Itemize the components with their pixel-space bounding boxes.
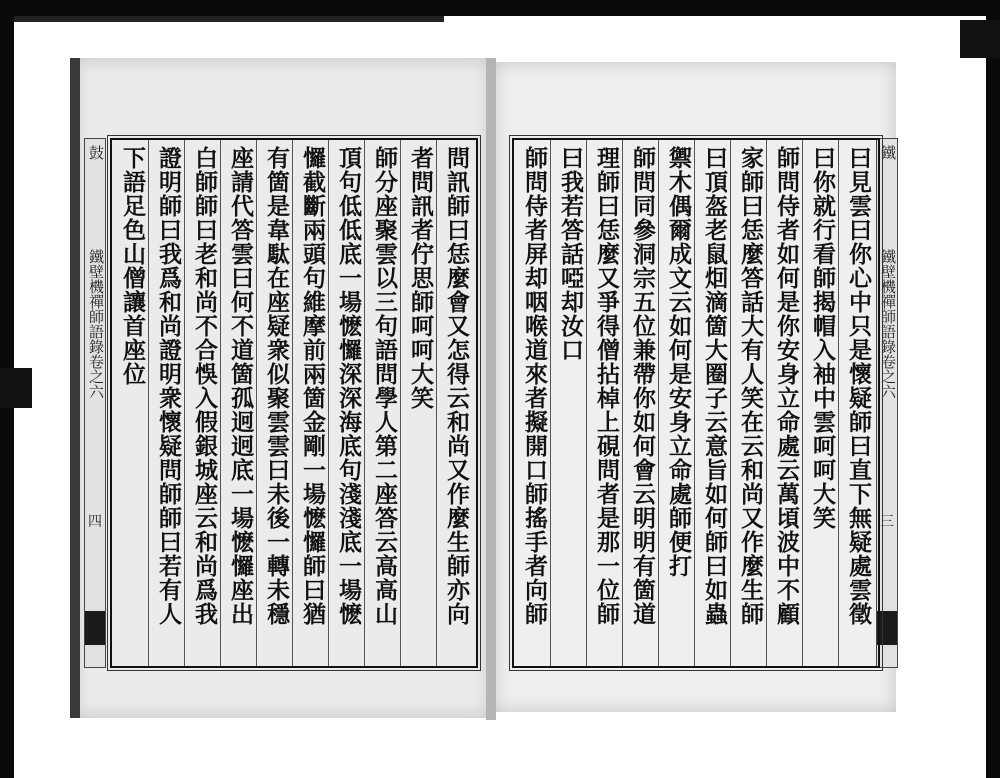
text-column: 曰我若答話啞却汝口 — [557, 146, 584, 362]
scan-border-right — [986, 0, 1000, 778]
right-text-block — [512, 138, 880, 668]
text-column: 下語足色山僧讓首座位 — [119, 146, 146, 386]
text-column: 師問侍者如何是你安身立命處云萬頃波中不顧 — [773, 146, 800, 626]
scan-border-notch — [0, 368, 32, 408]
page-number: 四 — [88, 514, 102, 530]
text-column: 證明師曰我爲和尚證明衆懷疑問師師曰若有人 — [155, 146, 182, 626]
book-spine — [486, 58, 496, 720]
scan-border-top-strip — [14, 16, 444, 22]
text-column: 曰頂盔老鼠𤇆滴箇大圈子云意旨如何師曰如蟲 — [701, 146, 728, 626]
book-binding-edge — [70, 58, 80, 718]
text-column: 座請代答雲曰何不道箇孤迥迥底一場懡㦬座出 — [227, 146, 254, 626]
margin-title: 鐵壁機禪師語錄卷之六 — [879, 249, 897, 399]
text-column: 家師曰恁麼答話大有人笑在云和尚又作麼生師 — [737, 146, 764, 626]
scan-border-top — [0, 0, 1000, 16]
text-column: 禦木偶爾成文云如何是安身立命處師便打 — [665, 146, 692, 578]
text-column: 白師師曰老和尚不合悞入假銀城座云和尚爲我 — [191, 146, 218, 626]
text-column: 理師曰恁麼又爭得僧拈棹上硯問者是那一位師 — [593, 146, 620, 626]
left-margin-strip — [84, 138, 106, 668]
page-number: 三 — [880, 514, 894, 530]
margin-title: 鐵壁機禪師語錄卷之六 — [87, 249, 105, 399]
margin-header: 鐵 — [879, 145, 897, 160]
text-column: 者問訊者佇思師呵呵大笑 — [407, 146, 434, 410]
text-column: 師問同參洞宗五位兼帶你如何會云明明有箇道 — [629, 146, 656, 626]
left-text-block — [110, 138, 478, 668]
text-column: 㦬截斷兩頭句維摩前兩箇金剛一場懡㦬師曰猶 — [299, 146, 326, 626]
fish-tail-mark — [85, 611, 105, 645]
text-column: 曰你就行看師揭帽入袖中雲呵呵大笑 — [809, 146, 836, 530]
text-column: 師問侍者屏却咽喉道來者擬開口師搖手者向師 — [521, 146, 548, 626]
text-column: 曰見雲曰你心中只是懷疑師曰直下無疑處雲徵 — [845, 146, 872, 626]
margin-header: 鼓 — [87, 145, 105, 160]
text-column: 師分座聚雲以三句語問學人第二座答云高高山 — [371, 146, 398, 626]
text-column: 問訊師曰恁麼會又怎得云和尚又作麼生師亦向 — [443, 146, 470, 626]
scan-border-notch — [960, 20, 1000, 58]
text-column: 有箇是韋駄在座疑衆似聚雲雲曰未後一轉未穩 — [263, 146, 290, 626]
fish-tail-mark — [877, 611, 897, 645]
text-column: 頂句低低底一場懡㦬深深海底句淺淺底一場懡 — [335, 146, 362, 626]
